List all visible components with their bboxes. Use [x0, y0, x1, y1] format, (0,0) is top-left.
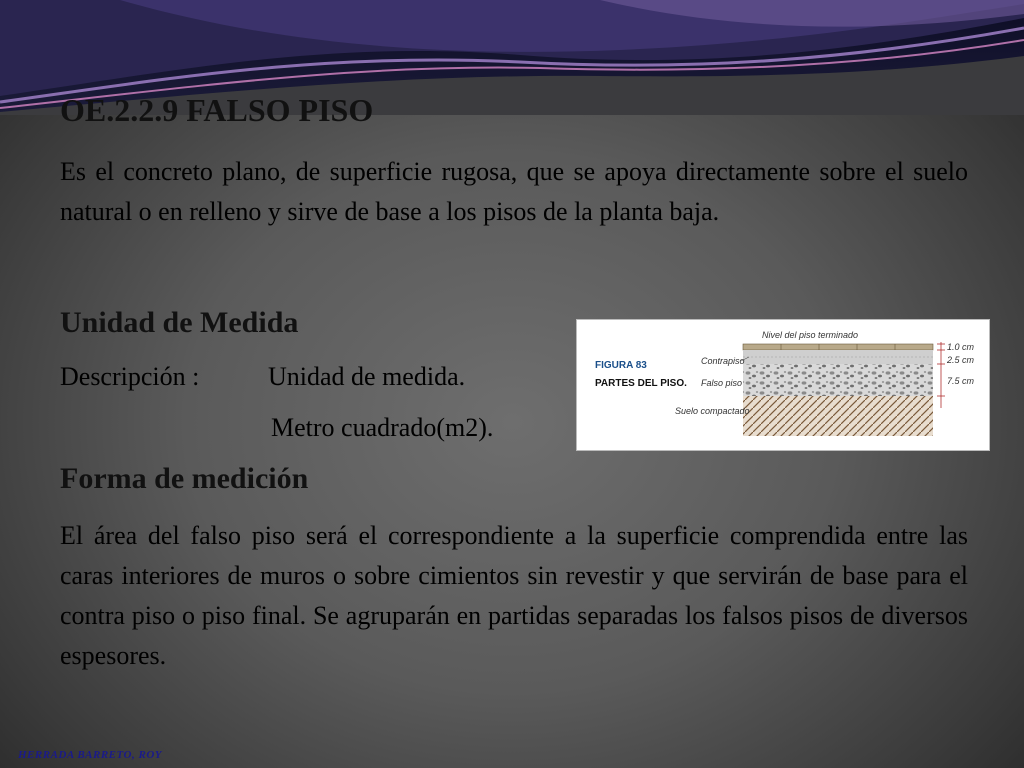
- dim-2: 2.5 cm: [947, 355, 975, 365]
- figure-label-title: FIGURA 83: [595, 360, 647, 371]
- layer-contrapiso: Contrapiso: [701, 356, 745, 366]
- measure-paragraph: El área del falso piso será el correspondiente a la superficie comprendida entre las caras interiores de muros o sobre cimientos sin revestir y que servirán de base para el contra piso o piso final. Se agruparán en partidas separadas los falsos pisos de diversos espesores.: [60, 521, 968, 670]
- figure-label-subtitle: PARTES DEL PISO.: [595, 378, 687, 389]
- unit-heading: Unidad de Medida: [60, 306, 299, 339]
- layer-suelo: Suelo compactado: [675, 406, 750, 416]
- dim-3: 7.5 cm: [947, 376, 975, 386]
- floor-parts-figure: [576, 319, 990, 451]
- layer-falso-piso: Falso piso: [701, 378, 743, 388]
- slide-title: OE.2.2.9 FALSO PISO: [60, 92, 374, 128]
- dim-1: 1.0 cm: [947, 342, 975, 352]
- description-value: Unidad de medida.: [268, 362, 466, 391]
- floor-section-diagram: [577, 320, 989, 450]
- measure-heading: Forma de medición: [60, 462, 309, 495]
- description-label: Descripción :: [60, 362, 200, 391]
- top-label: Nivel del piso terminado: [762, 330, 859, 340]
- intro-paragraph: Es el concreto plano, de superficie rugosa, que se apoya directamente sobre el suelo natural o en relleno y sirve de base a los pisos de la planta baja.: [60, 157, 968, 226]
- unit-value: Metro cuadrado(m2).: [271, 413, 494, 442]
- footer-author: HERRADA BARRETO, ROY: [18, 749, 162, 761]
